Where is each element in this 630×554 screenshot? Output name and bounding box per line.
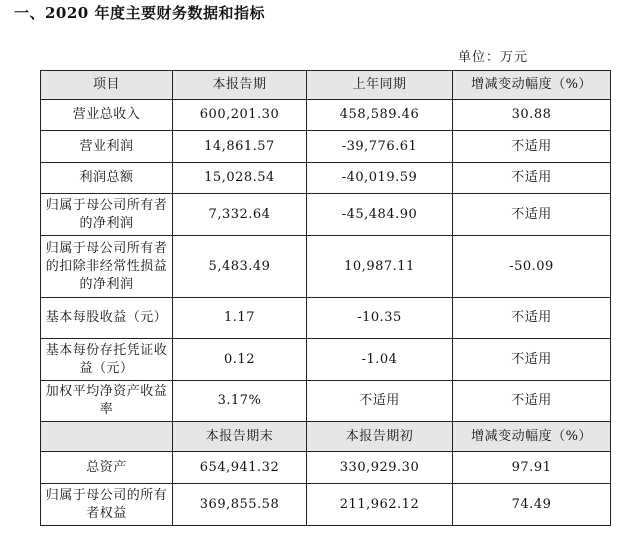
- table-row: [41, 163, 611, 194]
- header-cell: 本报告期末: [173, 422, 307, 452]
- row-label: 利润总额: [41, 163, 173, 194]
- table-row: [41, 381, 611, 422]
- header-cell: 增减变动幅度（%）: [453, 71, 611, 100]
- row-label: 归属于母公司所有者的扣除非经常性损益的净利润: [41, 236, 173, 298]
- table-cell: 15,028.54: [173, 163, 307, 194]
- header-cell: 本报告期初: [307, 422, 453, 452]
- table-cell: 600,201.30: [173, 100, 307, 131]
- table-cell: 369,855.58: [173, 484, 307, 526]
- header-cell: 增减变动幅度（%）: [453, 422, 611, 452]
- table-cell: 不适用: [453, 131, 611, 163]
- table-cell: -1.04: [307, 339, 453, 381]
- row-label: 基本每份存托凭证收益（元）: [41, 339, 173, 381]
- table-cell: 14,861.57: [173, 131, 307, 163]
- header-cell: 上年同期: [307, 71, 453, 100]
- table-row: [41, 236, 611, 298]
- table-row: [41, 452, 611, 484]
- header-cell: 项目: [41, 71, 173, 100]
- table-row: [41, 194, 611, 236]
- table-header: [41, 71, 611, 100]
- table-row: [41, 339, 611, 381]
- table-cell: 0.12: [173, 339, 307, 381]
- row-label: 基本每股收益（元）: [41, 298, 173, 339]
- table-cell: 5,483.49: [173, 236, 307, 298]
- table-row: [41, 100, 611, 131]
- row-label: 营业总收入: [41, 100, 173, 131]
- table-cell: -50.09: [453, 236, 611, 298]
- table-cell: 654,941.32: [173, 452, 307, 484]
- unit-label: 单位：万元: [458, 50, 529, 65]
- table-cell: -45,484.90: [307, 194, 453, 236]
- table-cell: 30.88: [453, 100, 611, 131]
- table-cell: 不适用: [453, 339, 611, 381]
- page-title: 一、2020 年度主要财务数据和指标: [14, 4, 265, 22]
- row-label: 总资产: [41, 452, 173, 484]
- table-cell: 458,589.46: [307, 100, 453, 131]
- table-cell: 7,332.64: [173, 194, 307, 236]
- table-row: [41, 484, 611, 526]
- row-label: 归属于母公司所有者的净利润: [41, 194, 173, 236]
- header-cell: 本报告期: [173, 71, 307, 100]
- table-cell: 1.17: [173, 298, 307, 339]
- table-cell: -10.35: [307, 298, 453, 339]
- financial-table: [40, 70, 611, 526]
- table-cell: 74.49: [453, 484, 611, 526]
- table-row: [41, 298, 611, 339]
- table-cell: 330,929.30: [307, 452, 453, 484]
- header-cell: [41, 422, 173, 452]
- row-label: 加权平均净资产收益率: [41, 381, 173, 422]
- table-cell: -40,019.59: [307, 163, 453, 194]
- table-header-2: [41, 422, 611, 452]
- table-cell: 不适用: [453, 298, 611, 339]
- table-cell: 211,962.12: [307, 484, 453, 526]
- row-label: 营业利润: [41, 131, 173, 163]
- table-cell: -39,776.61: [307, 131, 453, 163]
- table-cell: 97.91: [453, 452, 611, 484]
- table-cell: 10,987.11: [307, 236, 453, 298]
- table-cell: 不适用: [453, 163, 611, 194]
- table-row: [41, 131, 611, 163]
- table-cell: 不适用: [453, 381, 611, 422]
- row-label: 归属于母公司的所有者权益: [41, 484, 173, 526]
- table-cell: 3.17%: [173, 381, 307, 422]
- table-cell: 不适用: [307, 381, 453, 422]
- table-cell: 不适用: [453, 194, 611, 236]
